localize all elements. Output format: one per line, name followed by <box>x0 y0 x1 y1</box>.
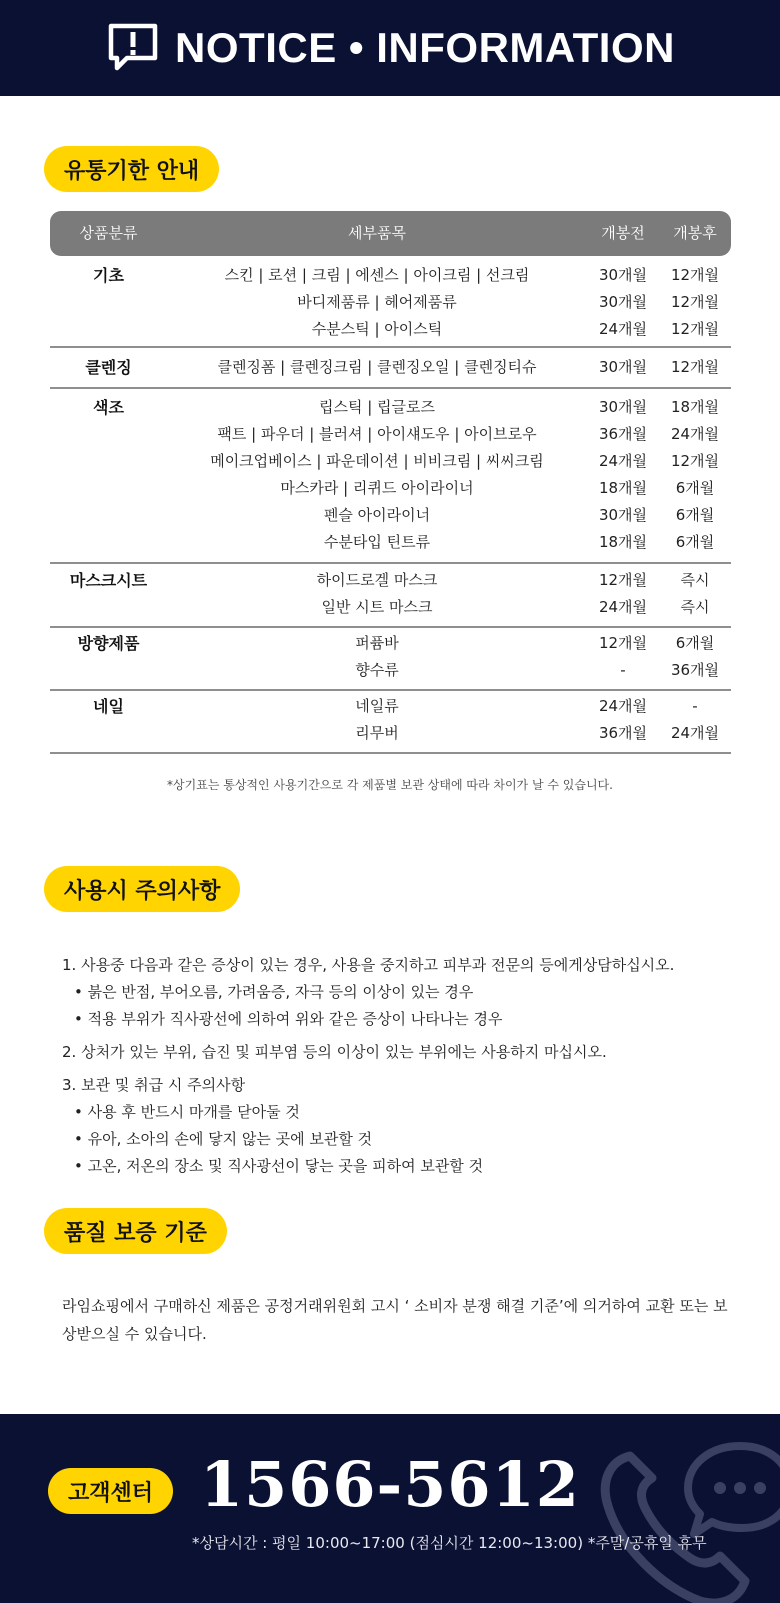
row-before: 30개월 <box>598 398 648 416</box>
row-before: 30개월 <box>598 506 648 524</box>
row-item: 수분타입 틴트류 <box>323 533 431 551</box>
table-row <box>50 720 731 747</box>
caution-sub-item: • 사용 후 반드시 마개를 닫아둘 것 <box>74 1103 300 1121</box>
row-before: 30개월 <box>598 358 648 376</box>
caution-item: 1. 사용중 다음과 같은 증상이 있는 경우, 사용을 중지하고 피부과 전문의 등에게상담하십시오. <box>62 956 675 974</box>
group-category: 네일 <box>93 697 124 716</box>
table-row <box>50 630 731 657</box>
caution-list <box>62 952 752 1180</box>
table-row <box>50 594 731 621</box>
table-row <box>50 394 731 421</box>
row-before: 18개월 <box>598 479 648 497</box>
table-group <box>50 628 731 691</box>
row-before: 24개월 <box>598 320 648 338</box>
row-after: 24개월 <box>670 724 720 742</box>
row-after: - <box>692 697 698 715</box>
caution-sub-item: • 붉은 반점, 부어오름, 가려움증, 자극 등의 이상이 있는 경우 <box>74 983 474 1001</box>
chat-bubble-icon <box>680 1436 780 1546</box>
header-after-open: 개봉후 <box>673 224 717 242</box>
group-category: 클렌징 <box>85 358 132 377</box>
row-after: 즉시 <box>680 598 710 616</box>
table-row <box>50 354 731 381</box>
row-after: 6개월 <box>675 634 715 652</box>
row-item: 팩트 | 파우더 | 블러셔 | 아이섀도우 | 아이브로우 <box>217 425 537 443</box>
table-group <box>50 256 731 348</box>
row-item: 펜슬 아이라이너 <box>323 506 431 524</box>
row-item: 네일류 <box>355 697 399 715</box>
caution-sub-item: • 적용 부위가 직사광선에 의하여 위와 같은 증상이 나타나는 경우 <box>74 1010 503 1028</box>
expiry-table <box>50 211 731 754</box>
row-before: 18개월 <box>598 533 648 551</box>
row-before: 12개월 <box>598 634 648 652</box>
row-before: 24개월 <box>598 452 648 470</box>
row-item: 바디제품류 | 헤어제품류 <box>297 293 457 311</box>
row-item: 마스카라 | 리퀴드 아이라이너 <box>280 479 474 497</box>
table-row <box>50 502 731 529</box>
table-row <box>50 448 731 475</box>
group-category: 방향제품 <box>77 634 140 653</box>
group-category: 마스크시트 <box>69 571 148 590</box>
row-item: 리무버 <box>355 724 399 742</box>
row-after: 18개월 <box>670 398 720 416</box>
table-row <box>50 567 731 594</box>
caution-item: 2. 상처가 있는 부위, 습진 및 피부염 등의 이상이 있는 부위에는 사용하지 마십시오. <box>62 1043 607 1061</box>
consultation-hours: *상담시간 : 평일 10:00~17:00 (점심시간 12:00~13:00) *주말/공휴일 휴무 <box>192 1534 707 1552</box>
row-item: 일반 시트 마스크 <box>321 598 433 616</box>
row-after: 24개월 <box>670 425 720 443</box>
row-before: 30개월 <box>598 266 648 284</box>
group-category: 기초 <box>93 266 124 285</box>
row-item: 수분스틱 | 아이스틱 <box>311 320 443 338</box>
table-row <box>50 316 731 343</box>
table-row <box>50 693 731 720</box>
row-before: 12개월 <box>598 571 648 589</box>
notice-header <box>0 0 780 96</box>
row-item: 스킨 | 로션 | 크림 | 에센스 | 아이크림 | 선크림 <box>224 266 530 284</box>
table-row <box>50 421 731 448</box>
header-category: 상품분류 <box>79 224 138 242</box>
table-row <box>50 657 731 684</box>
row-item: 퍼퓸바 <box>355 634 399 652</box>
header-item: 세부품목 <box>348 224 406 242</box>
header-title: NOTICE • INFORMATION <box>175 24 675 71</box>
row-before: 36개월 <box>598 724 648 742</box>
row-after: 6개월 <box>675 479 715 497</box>
expiry-section-title: 유통기한 안내 <box>44 146 219 192</box>
table-row <box>50 262 731 289</box>
row-after: 6개월 <box>675 533 715 551</box>
row-item: 립스틱 | 립글로즈 <box>318 398 436 416</box>
caution-section-title: 사용시 주의사항 <box>44 866 240 912</box>
row-after: 즉시 <box>680 571 710 589</box>
table-group <box>50 691 731 754</box>
speech-bubble-exclamation-icon <box>105 20 161 76</box>
quality-text: 라임쇼핑에서 구매하신 제품은 공정거래위원회 고시 ‘ 소비자 분쟁 해결 기준’에 의거하여 교환 또는 보상받으실 수 있습니다. <box>62 1297 728 1343</box>
row-after: 6개월 <box>675 506 715 524</box>
row-before: 24개월 <box>598 598 648 616</box>
row-before: 24개월 <box>598 697 648 715</box>
row-after: 12개월 <box>670 358 720 376</box>
row-after: 36개월 <box>670 661 720 679</box>
phone-chat-decoration <box>590 1436 780 1603</box>
customer-center-footer <box>0 1414 780 1603</box>
group-category: 색조 <box>93 398 124 417</box>
row-item: 메이크업베이스 | 파운데이션 | 비비크림 | 씨씨크림 <box>210 452 544 470</box>
customer-center-label: 고객센터 <box>48 1468 173 1514</box>
caution-sub-item: • 유아, 소아의 손에 닿지 않는 곳에 보관할 것 <box>74 1130 373 1148</box>
table-group <box>50 564 731 628</box>
table-footnote: *상기표는 통상적인 사용기간으로 각 제품별 보관 상태에 따라 차이가 날 수 있습니다. <box>167 778 613 792</box>
row-item: 향수류 <box>355 661 399 679</box>
table-header <box>50 211 731 256</box>
caution-sub-item: • 고온, 저온의 장소 및 직사광선이 닿는 곳을 피하여 보관할 것 <box>74 1157 484 1175</box>
row-item: 하이드로겔 마스크 <box>316 571 438 589</box>
quality-section-title: 품질 보증 기준 <box>44 1208 227 1254</box>
row-before: - <box>620 661 626 679</box>
table-group <box>50 389 731 564</box>
row-after: 12개월 <box>670 320 720 338</box>
row-after: 12개월 <box>670 452 720 470</box>
table-row <box>50 475 731 502</box>
row-after: 12개월 <box>670 266 720 284</box>
table-row <box>50 289 731 316</box>
table-group <box>50 348 731 389</box>
row-item: 클렌징폼 | 클렌징크림 | 클렌징오일 | 클렌징티슈 <box>217 358 537 376</box>
customer-center-phone[interactable]: 1566-5612 <box>200 1448 580 1521</box>
row-before: 36개월 <box>598 425 648 443</box>
caution-item: 3. 보관 및 취급 시 주의사항 <box>62 1076 246 1094</box>
table-row <box>50 529 731 556</box>
row-before: 30개월 <box>598 293 648 311</box>
row-after: 12개월 <box>670 293 720 311</box>
header-before-open: 개봉전 <box>601 224 645 242</box>
